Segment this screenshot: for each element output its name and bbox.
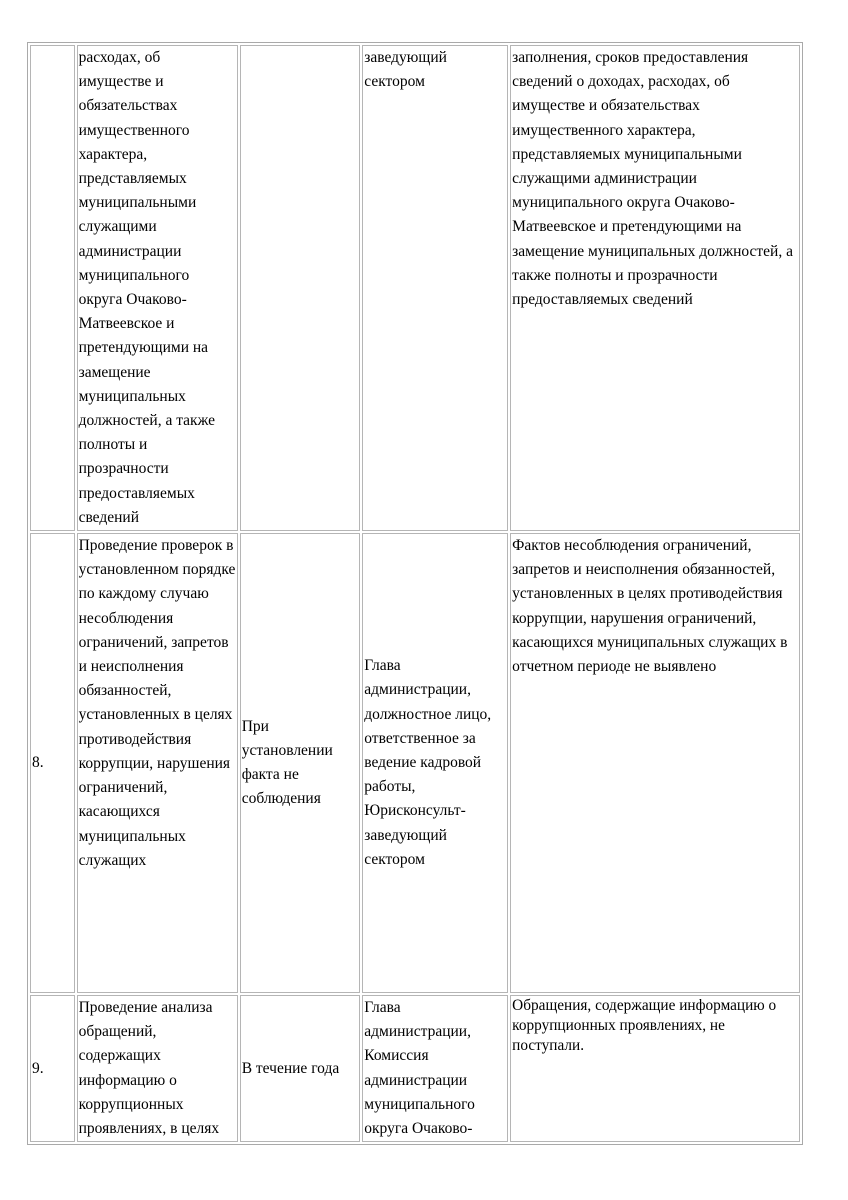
table-row (30, 45, 800, 531)
measure-cell: Проведение проверок в установленном порядке по каждому случаю несоблюдения ограничений, запретов и неисполнения обязанностей, установленных в целях противодействия коррупции, нарушения ограничений, касающихся муниципальных служащих (77, 533, 238, 993)
table-row (30, 533, 800, 993)
responsible-cell: Глава администрации, Комиссия администрации муниципального округа Очаково- (362, 995, 508, 1142)
anticorruption-measures-table (27, 42, 803, 1145)
row-number-cell: 8. (30, 533, 75, 993)
term-cell: В течение года (240, 995, 361, 1142)
measure-cell: Проведение анализа обращений, содержащих информацию о коррупционных проявлениях, в целях (77, 995, 238, 1142)
document-page (27, 42, 803, 1145)
responsible-cell: заведующий сектором (362, 45, 508, 531)
result-cell: Фактов несоблюдения ограничений, запретов и неисполнения обязанностей, установленных в целях противодействия коррупции, нарушения ограничений, касающихся муниципальных служащих в отчетном периоде не выявлено (510, 533, 800, 993)
result-cell: Обращения, содержащие информацию о коррупционных проявлениях, не поступали. (510, 995, 800, 1142)
term-cell (240, 45, 361, 531)
result-cell: заполнения, сроков предоставления сведений о доходах, расходах, об имуществе и обязательствах имущественного характера, представляемых муниципальными служащими администрации муниципального округа Очаково-Матвеевское и претендующими на замещение муниципальных должностей, а также полноты и прозрачности предоставляемых сведений (510, 45, 800, 531)
row-number-cell (30, 45, 75, 531)
responsible-cell: Глава администрации, должностное лицо, ответственное за ведение кадровой работы, Юрисконсульт-заведующий сектором (362, 533, 508, 993)
term-cell: При установлении факта не соблюдения (240, 533, 361, 993)
row-number-cell: 9. (30, 995, 75, 1142)
table-row (30, 995, 800, 1142)
measure-cell: расходах, об имуществе и обязательствах имущественного характера, представляемых муниципальными служащими администрации муниципального округа Очаково-Матвеевское и претендующими на замещение муниципальных должностей, а также полноты и прозрачности предоставляемых сведений (77, 45, 238, 531)
